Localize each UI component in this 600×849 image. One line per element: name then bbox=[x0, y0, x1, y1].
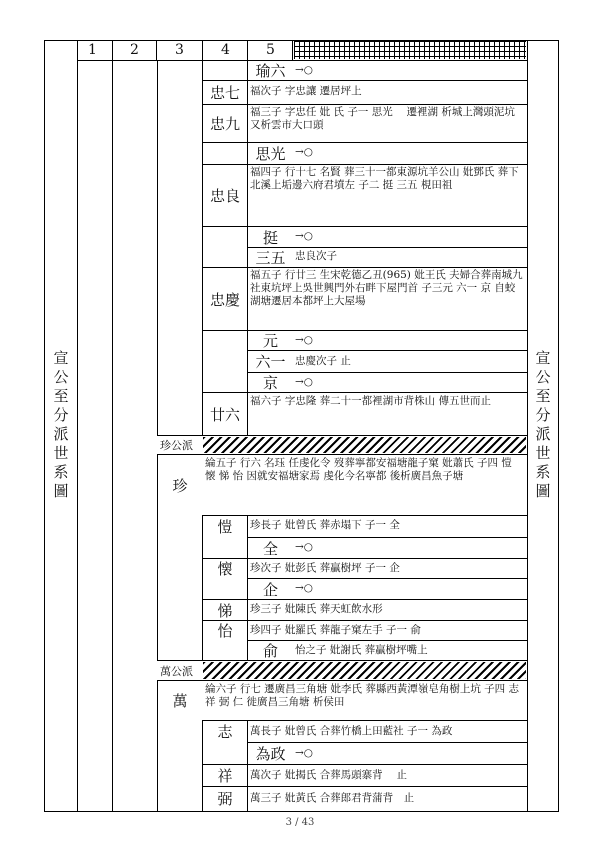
row-line bbox=[202, 392, 527, 393]
row-line bbox=[202, 104, 527, 105]
person-name: 志 bbox=[217, 723, 233, 741]
divider bbox=[77, 40, 78, 812]
person-note: 珍三子 妣陳氏 葬天虹飲水形 bbox=[250, 603, 383, 615]
person-name: 弼 bbox=[217, 790, 233, 808]
person-note: →○ bbox=[295, 747, 313, 759]
person-note: →○ bbox=[295, 582, 313, 594]
person-name: 六一 bbox=[255, 353, 286, 371]
person-note: 綸五子 行六 名珏 任虔化令 歿葬寧都安福塘龍子窠 妣蕭氏 子四 愷 懐 悌 怡 因就安福塘家焉 虔化今名寧都 後析廣昌魚子塘 bbox=[205, 457, 512, 482]
person-note: →○ bbox=[295, 64, 313, 76]
person-note: 忠良次子 bbox=[295, 250, 337, 262]
bracket-line bbox=[112, 60, 113, 812]
person-name: 怡 bbox=[217, 622, 233, 640]
column-number: 4 bbox=[221, 42, 230, 58]
row-line bbox=[202, 720, 527, 721]
divider bbox=[156, 40, 157, 60]
grid-pattern-header bbox=[294, 41, 526, 59]
person-name: 忠九 bbox=[209, 115, 240, 133]
column-number: 2 bbox=[130, 42, 139, 58]
row-line bbox=[157, 660, 527, 661]
bracket-line bbox=[157, 60, 158, 435]
divider bbox=[77, 60, 527, 61]
person-name: 廿六 bbox=[209, 405, 240, 424]
person-name: 思光 bbox=[255, 145, 286, 163]
person-note: →○ bbox=[295, 376, 313, 388]
page-number: 3 / 43 bbox=[285, 817, 315, 828]
divider bbox=[112, 40, 113, 60]
divider bbox=[527, 40, 528, 812]
person-name: 全 bbox=[262, 539, 278, 558]
person-name: 忠七 bbox=[209, 84, 240, 102]
person-name: 愷 bbox=[217, 518, 233, 536]
person-name: 萬 bbox=[172, 692, 188, 710]
person-note: 萬次子 妣揭氏 合葬馬頭寨背 止 bbox=[250, 769, 408, 781]
side-title-text: 宣公至分派世系圖 bbox=[51, 350, 70, 502]
row-line bbox=[202, 80, 527, 81]
row-line bbox=[157, 435, 527, 436]
person-note: 怡之子 妣謝氏 葬贏樹坪嘴上 bbox=[295, 644, 428, 656]
person-name: 企 bbox=[262, 580, 278, 599]
person-name: 挺 bbox=[262, 228, 278, 247]
row-line bbox=[157, 454, 527, 455]
side-title-left bbox=[46, 40, 76, 812]
column-number: 1 bbox=[88, 42, 97, 58]
divider bbox=[247, 40, 248, 60]
row-line bbox=[202, 786, 527, 787]
person-note: 珍四子 妣羅氏 葬龍子窠左手 子一 俞 bbox=[250, 624, 421, 636]
divider bbox=[202, 40, 203, 60]
row-line bbox=[202, 267, 527, 268]
row-line bbox=[157, 680, 527, 681]
person-note: 萬三子 妣黃氏 合葬郎君背蒲背 止 bbox=[250, 792, 415, 804]
person-note: 珍次子 妣彭氏 葬贏樹坪 子一 企 bbox=[250, 562, 400, 574]
row-line bbox=[202, 599, 527, 600]
column-number: 5 bbox=[266, 42, 275, 58]
person-note: 珍長子 妣曾氏 葬赤塌下 子一 全 bbox=[250, 519, 400, 531]
person-name: 京 bbox=[262, 374, 278, 392]
person-note: →○ bbox=[295, 230, 313, 242]
row-line bbox=[202, 558, 527, 559]
person-note: 綸六子 行七 遷廣昌三角塘 妣李氏 葬縣西黃潭嶺皂角樹上坑 子四 志 祥 弼 仁 徙廣昌三角塘 析侯田 bbox=[205, 683, 520, 708]
person-name: 悌 bbox=[217, 601, 233, 620]
column-number: 3 bbox=[175, 42, 184, 58]
branch-label-wan: 萬公派 bbox=[160, 664, 193, 678]
person-name: 元 bbox=[262, 332, 278, 350]
person-name: 懐 bbox=[217, 560, 233, 578]
person-note: 福次子 字忠讓 遷居坪上 bbox=[250, 85, 362, 97]
row-line bbox=[202, 620, 527, 621]
row-line bbox=[202, 164, 527, 165]
person-note: 福五子 行廿三 生宋乾德乙丑(965) 妣王氏 夫婦合葬南城九社東坑坪上吳世興門外右畔下屋門首 子三元 六一 京 自蛟湖塘遷居本都坪上大屋場 bbox=[250, 269, 523, 307]
hatch-pattern bbox=[203, 662, 526, 679]
person-name: 忠慶 bbox=[209, 290, 240, 309]
person-name: 珍 bbox=[172, 476, 188, 495]
row-line bbox=[202, 515, 527, 516]
person-name: 忠良 bbox=[209, 187, 240, 205]
bracket-line bbox=[112, 60, 122, 61]
person-note: 福三子 字忠任 妣 氏 子一 思光 遷裡湖 析城上灣頭泥坑又析雲市大口頭 bbox=[250, 106, 515, 131]
person-name: 為政 bbox=[255, 745, 286, 763]
person-note: →○ bbox=[295, 334, 313, 346]
bracket-line bbox=[247, 720, 248, 812]
person-name: 俞 bbox=[262, 642, 278, 660]
person-note: 忠慶次子 止 bbox=[295, 355, 351, 367]
side-title-text: 宣公至分派世系圖 bbox=[533, 350, 552, 502]
branch-label-zhen: 珍公派 bbox=[160, 439, 193, 452]
person-note: 福四子 行十七 名賢 葬三十一都東源坑羊公山 妣鄧氏 葬下北溪上垢邊六府君墳左 子二 挺 三五 梘田祖 bbox=[250, 166, 519, 191]
person-name: 三五 bbox=[255, 249, 286, 267]
side-title-right bbox=[528, 40, 558, 812]
person-note: →○ bbox=[295, 146, 313, 158]
row-line bbox=[202, 764, 527, 765]
person-name: 瑜六 bbox=[255, 62, 286, 80]
person-note: →○ bbox=[295, 541, 313, 553]
hatch-pattern bbox=[203, 437, 526, 453]
person-note: 福六子 字忠隆 葬二十一都裡湖市背株山 傳五世而止 bbox=[250, 395, 492, 407]
divider bbox=[292, 40, 293, 60]
person-name: 祥 bbox=[217, 767, 233, 785]
person-note: 萬長子 妣曾氏 合葬竹橋上田藍社 子一 為政 bbox=[250, 725, 453, 737]
